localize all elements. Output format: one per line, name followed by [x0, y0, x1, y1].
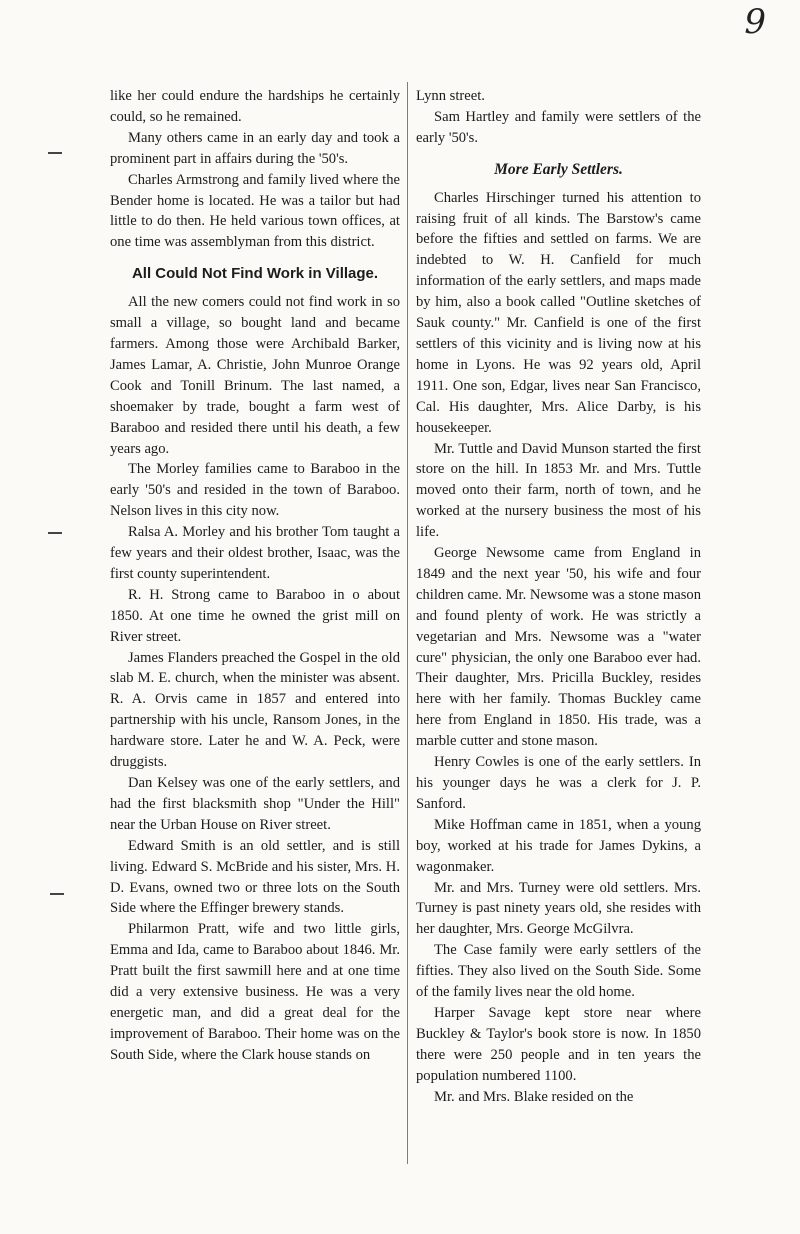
section-heading: More Early Settlers.: [494, 160, 623, 178]
paragraph: James Flanders preached the Gospel in the old slab M. E. church, when the minister was absent. R. A. Orvis came in 1857 and entered into partnership with his uncle, Ransom Jones, in the hardware store. Later he and W. A. Peck, were druggists.: [110, 649, 400, 771]
paragraph: Ralsa A. Morley and his brother Tom taught a few years and their oldest brother, Isaac, was the first county superintendent.: [110, 524, 400, 582]
paragraph: George Newsome came from England in 1849 and the next year '50, his wife and four children came. Mr. Newsome was a stone mason and found plenty of work. He was strictly a vegetarian and Mrs. Newsome was a "water cure" physician, the only one Baraboo ever had. Their daughter, Mrs. Pricilla Buckley, resides here with her family. Thomas Buckley came here from England in 1850. His trade, was a marble cutter and stone mason.: [416, 545, 701, 750]
paragraph: Philarmon Pratt, wife and two little girls, Emma and Ida, came to Baraboo about 1846. Mr. Pratt built the first sawmill here and at one time did a very extensive business. He was a very energetic man, and did a great deal for the improvement of Baraboo. Their home was on the South Side, where the Clark house stands on: [110, 921, 400, 1063]
section-heading: All Could Not Find Work in Village.: [131, 265, 379, 283]
paragraph: R. H. Strong came to Baraboo in o about 1850. At one time he owned the grist mill on River street.: [110, 586, 400, 645]
paragraph: Dan Kelsey was one of the early settlers, and had the first blacksmith shop "Under the Hill" near the Urban House on River street.: [110, 775, 400, 833]
paragraph: Many others came in an early day and took a prominent part in affairs during the '50's.: [110, 129, 400, 167]
paragraph: Henry Cowles is one of the early settlers. In his younger days he was a clerk for J. P. Sanford.: [416, 754, 701, 812]
paragraph: like her could endure the hardships he certainly could, so he remained.: [110, 88, 400, 125]
paragraph: Mr. Tuttle and David Munson started the first store on the hill. In 1853 Mr. and Mrs. Tuttle moved onto their farm, north of town, and he worked at the nursery business the most of his life.: [416, 440, 701, 541]
paragraph: Mr. and Mrs. Blake resided on the: [434, 1088, 634, 1105]
left-column: [110, 86, 400, 1154]
paragraph: Edward Smith is an old settler, and is still living. Edward S. McBride and his sister, Mrs. H. D. Evans, owned two or three lots on the South Side where the Effinger brewery stands.: [110, 837, 400, 917]
paragraph: Charles Hirschinger turned his attention to raising fruit of all kinds. The Barstow's came before the fifties and settled on farms. We are indebted to W. H. Canfield for much information of the early settlers, and maps made by him, also a book called "Outline sketches of Sauk county." Mr. Canfield is one of the first settlers of this vicinity and is living now at his home in Lyons. He was 92 years old, April 1911. One son, Edgar, lives near San Francisco, Cal. His daughter, Mrs. Alice Darby, is his housekeeper.: [416, 189, 701, 436]
column-divider: [407, 82, 408, 1164]
paragraph: Lynn street.: [416, 88, 485, 104]
margin-mark: [48, 152, 62, 154]
paragraph: The Case family were early settlers of the fifties. They also lived on the South Side. Some of the family lives near the old home.: [416, 942, 701, 1001]
paragraph: Mr. and Mrs. Turney were old settlers. Mrs. Turney is past ninety years old, she resides with her daughter, Mrs. George McGilvra.: [416, 879, 701, 938]
margin-mark: [48, 532, 62, 534]
paragraph: Charles Armstrong and family lived where the Bender home is located. He was a tailor but had little to do then. He held various town offices, at one time was assemblyman from this district.: [110, 171, 400, 251]
paragraph: Sam Hartley and family were settlers of the early '50's.: [416, 108, 701, 146]
right-column: [416, 86, 701, 1154]
paragraph: The Morley families came to Baraboo in the early '50's and resided in the town of Baraboo. Nelson lives in this city now.: [110, 461, 400, 520]
paragraph: Mike Hoffman came in 1851, when a young boy, worked at his trade for James Dykins, a wagonmaker.: [416, 816, 701, 875]
margin-mark: [50, 893, 64, 895]
paragraph: All the new comers could not find work in so small a village, so bought land and became farmers. Among those were Archibald Barker, James Lamar, A. Christie, John Munroe Orange Cook and Tonill Brinum. The last named, a shoemaker by trade, bought a farm west of Baraboo and resided there until his death, a few years ago.: [110, 294, 400, 457]
page-number: 9: [744, 2, 766, 42]
paragraph: Harper Savage kept store near where Buckley & Taylor's book store is now. In 1850 there were 250 people and in ten years the population numbered 1100.: [416, 1004, 701, 1084]
